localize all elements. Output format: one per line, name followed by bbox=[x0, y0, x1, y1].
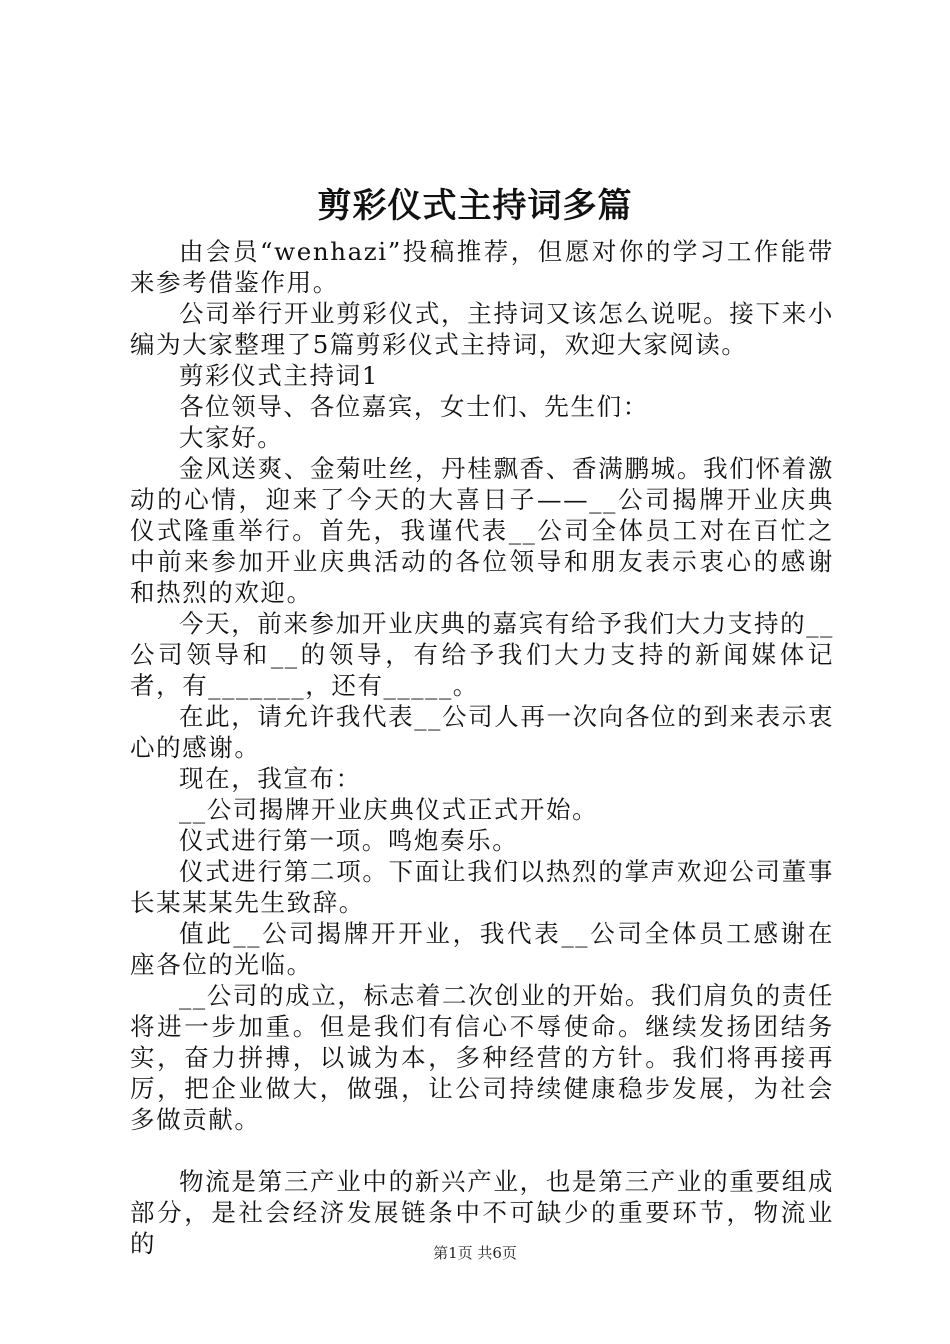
paragraph: 现在，我宣布： bbox=[179, 764, 362, 793]
paragraph: 仪式进行第一项。鸣炮奏乐。 bbox=[179, 826, 519, 855]
section-heading: 剪彩仪式主持词1 bbox=[179, 361, 379, 390]
paragraph: 值此__公司揭牌开开业，我代表__公司全体员工感谢在座各位的光临。 bbox=[130, 919, 834, 979]
paragraph: __公司的成立，标志着二次创业的开始。我们肩负的责任将进一步加重。但是我们有信心不辱使命。继续发扬团结务实，奋力拼搏，以诚为本，多种经营的方针。我们将再接再厉，把企业做大，做强，让公司持续健康稳步发展，为社会多做贡献。 bbox=[130, 981, 834, 1134]
paragraph: 物流是第三产业中的新兴产业，也是第三产业的重要组成部分，是社会经济发展链条中不可缺少的重要环节，物流业的 bbox=[130, 1167, 834, 1258]
paragraph: 公司举行开业剪彩仪式，主持词又该怎么说呢。接下来小编为大家整理了5篇剪彩仪式主持词，欢迎大家阅读。 bbox=[130, 299, 834, 359]
paragraph: 大家好。 bbox=[179, 423, 284, 452]
page-footer: 第1页 共6页 bbox=[433, 1244, 517, 1262]
paragraph: 在此，请允许我代表__公司人再一次向各位的到来表示衷心的感谢。 bbox=[130, 702, 834, 762]
paragraph: 今天，前来参加开业庆典的嘉宾有给予我们大力支持的__公司领导和__的领导，有给予我们大力支持的新闻媒体记者，有_______，还有_____。 bbox=[130, 609, 834, 700]
paragraph: __公司揭牌开业庆典仪式正式开始。 bbox=[179, 795, 599, 824]
paragraph: 各位领导、各位嘉宾，女士们、先生们： bbox=[179, 392, 649, 421]
paragraph: 仪式进行第二项。下面让我们以热烈的掌声欢迎公司董事长某某某先生致辞。 bbox=[130, 857, 834, 917]
paragraph: 金风送爽、金菊吐丝，丹桂飘香、香满鹏城。我们怀着激动的心情，迎来了今天的大喜日子——__公司揭牌开业庆典仪式隆重举行。首先，我谨代表__公司全体员工对在百忙之中前来参加开业庆典活动的各位领导和朋友表示衷心的感谢和热烈的欢迎。 bbox=[130, 454, 834, 607]
paragraph: 由会员“wenhazi”投稿推荐，但愿对你的学习工作能带来参考借鉴作用。 bbox=[130, 237, 834, 297]
document-title: 剪彩仪式主持词多篇 bbox=[317, 186, 633, 226]
document-body bbox=[130, 236, 834, 1259]
